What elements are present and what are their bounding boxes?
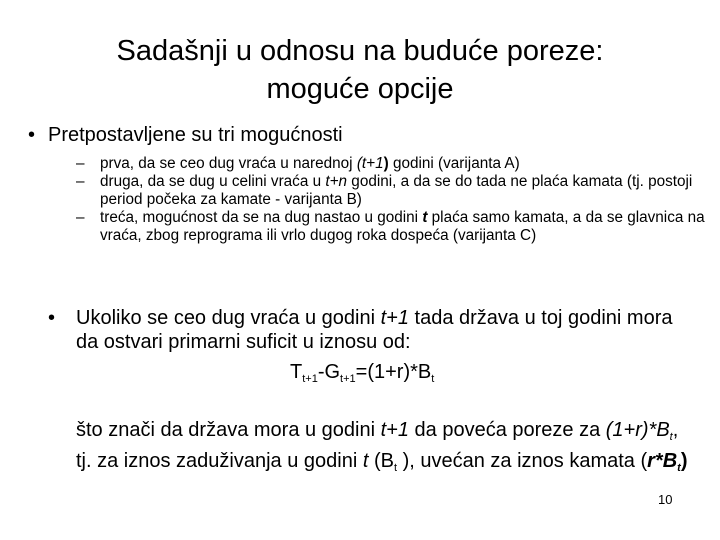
- dash-marker: –: [76, 209, 85, 226]
- para-text-3: , tj. za iznos zaduživanja u godini: [76, 419, 679, 472]
- para-text-6: ): [680, 450, 688, 472]
- option-c-text: treća, mogućnost da se na dug nastao u godini: [100, 209, 423, 226]
- option-c-text-end: plaća samo kamata, a da se glavnica na vraća, zbog reprograma ili vrlo dugog roka dospeća (varijanta C): [100, 209, 705, 244]
- option-c: [76, 209, 706, 245]
- slide-title: [40, 32, 680, 108]
- para-italic-1: t+1: [380, 419, 409, 441]
- formula-g: -G: [317, 361, 341, 383]
- para-sub-2: t: [393, 462, 398, 474]
- para-italic-2: (1+r)*B: [605, 419, 670, 441]
- option-a-text-end: godini (varijanta A): [388, 155, 520, 172]
- page-number: 10: [658, 492, 673, 507]
- formula-t: T: [290, 361, 303, 383]
- para-text-1: što znači da država mora u godini: [76, 419, 381, 441]
- formula-b-sub: t: [431, 373, 435, 385]
- dash-marker: –: [76, 155, 85, 172]
- dash-marker: –: [76, 173, 85, 190]
- option-b-text: druga, da se dug u celini vraća u: [100, 173, 326, 190]
- option-b-italic: t+n: [325, 173, 348, 190]
- para-text-4: (B: [368, 450, 394, 472]
- bullet-text-end: tada država u toj godini mora da ostvari primarni suficit u iznosu od:: [76, 307, 673, 353]
- option-b-text-end: godini, a da se do tada ne plaća kamata (tj. postoji period počeka za kamate - varijanta B): [100, 173, 693, 208]
- options-list: [76, 155, 706, 245]
- bullet-marker: •: [48, 307, 56, 329]
- para-italic-4: r*B: [647, 450, 678, 472]
- option-c-bold-italic: t: [422, 209, 428, 226]
- formula-g-sub: t+1: [340, 373, 356, 385]
- bullet-text: Ukoliko se ceo dug vraća u godini: [76, 307, 381, 329]
- formula: [290, 360, 434, 391]
- title-line-1: Sadašnji u odnosu na buduće poreze:: [116, 35, 604, 67]
- title-line-2: moguće opcije: [266, 73, 454, 105]
- formula-eq: =(1+r)*B: [355, 361, 432, 383]
- explanation-paragraph: [76, 418, 696, 480]
- option-a: [76, 155, 706, 173]
- formula-t-sub: t+1: [302, 373, 318, 385]
- para-text-2: da poveća poreze za: [408, 419, 606, 441]
- bullet-text: Pretpostavljene su tri mogućnosti: [48, 124, 343, 146]
- para-italic-3: t: [362, 450, 369, 472]
- bullet-repayment: [48, 306, 696, 354]
- para-text-5: ), uvećan za iznos kamata (: [397, 450, 648, 472]
- bullet-italic: t+1: [380, 307, 409, 329]
- para-sub-1: t: [669, 431, 673, 443]
- option-b: [76, 173, 706, 209]
- option-a-text: prva, da se ceo dug vraća u narednoj: [100, 155, 357, 172]
- bullet-assumptions: [28, 123, 688, 147]
- bullet-marker: •: [28, 124, 36, 146]
- option-a-bold: ): [383, 155, 389, 172]
- para-sub-3: t: [677, 462, 681, 474]
- option-a-italic: (t+1: [356, 155, 384, 172]
